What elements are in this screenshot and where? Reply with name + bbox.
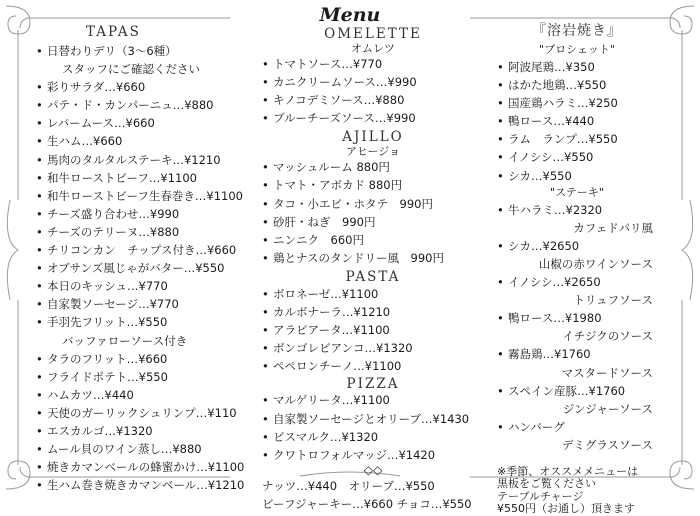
menu-item: • オブサンズ風じゃがバター…¥550 [36,259,254,277]
menu-item: • カルボナーラ…¥1210 [262,303,484,321]
note-line-4: ¥550円（お通し）頂きます [497,502,635,516]
menu-item: • レバームース…¥660 [36,114,254,132]
note [497,466,657,516]
tapas-list [36,42,254,494]
omelette-heading: OMELETTE [324,26,422,42]
pasta-heading: PASTA [345,268,401,285]
menu-item: • アラビアータ…¥1100 [262,321,484,339]
menu-item: • フライドポテト…¥550 [36,368,254,386]
menu-item: • トマトソース…¥770 [262,55,484,73]
menu-item: • ムール貝のワイン蒸し…¥880 [36,440,254,458]
note-line-3: テーブルチャージ [497,489,584,503]
menu-item: • 霧島鶏…¥1760 [497,345,657,363]
tapas-column [36,0,254,494]
menu-item: • シカ…¥550 [497,167,657,185]
menu-item: • 鴨ロース…¥440 [497,112,657,130]
menu-item: • タラのフリット…¥660 [36,350,254,368]
menu-item: • 国産鶏ハラミ…¥250 [497,94,657,112]
menu-item: • ラム ランプ…¥550 [497,130,657,148]
omelette-subtitle: オムレツ [351,42,395,55]
menu-item: • 砂肝・ねぎ 990円 [262,213,484,231]
menu-item: • 日替わりデリ（3〜6種） [36,42,254,60]
menu-item: • ニンニク 660円 [262,231,484,249]
menu-item: • トマト・アボカド 880円 [262,176,484,194]
menu-item: • ボロネーゼ…¥1100 [262,285,484,303]
ajillo-list [262,158,484,267]
menu-item: • 焼きカマンベールの蜂蜜かけ…¥1100 [36,458,254,476]
pasta-list [262,285,484,375]
menu-item: • マルゲリータ…¥1100 [262,391,484,409]
middle-column [262,0,484,513]
menu-item: • 手羽先フリット…¥550 [36,313,254,331]
menu-item-note: マスタードソース [561,365,653,380]
menu-item: • ブルーチーズソース…¥990 [262,109,484,127]
menu-item: • タコ・小エビ・ホタテ 990円 [262,195,484,213]
menu-item: • 和牛ローストビーフ生春巻き…¥1100 [36,187,254,205]
extras-line-1: ナッツ…¥440 オリーブ…¥550 [262,478,435,493]
yogan-column [497,0,657,516]
menu-item: • チーズ盛り合わせ…¥990 [36,205,254,223]
menu-item: • カニクリームソース…¥990 [262,73,484,91]
menu-item: • キノコデミソース…¥880 [262,91,484,109]
menu-item: • 和牛ローストビーフ…¥1100 [36,169,254,187]
steak-label: "ステーキ" [550,185,604,199]
menu-item: • 天使のガーリックシュリンプ…¥110 [36,404,254,422]
pizza-list [262,391,484,463]
menu-item: • ペペロンチーノ…¥1100 [262,357,484,375]
menu-item: • スペイン産豚…¥1760 [497,382,657,400]
menu-item: • クワトロフォルマッジ…¥1420 [262,446,484,464]
menu-item: • マッシュルーム 880円 [262,158,484,176]
menu-item-note: イチジクのソース [562,329,653,344]
menu-item: • イノシシ…¥2650 [497,273,657,291]
menu-item-note: スタッフにご確認ください [62,62,200,77]
menu-item-note: トリュフソース [573,293,653,308]
menu-item: • 阿波尾鶏…¥350 [497,58,657,76]
menu-item-note: 山椒の赤ワインソース [538,256,653,271]
menu-item-note: ジンジャーソース [562,401,653,416]
menu-item: • 本日のキッシュ…¥770 [36,277,254,295]
menu-item: • チリコンカン チップス付き…¥660 [36,241,254,259]
menu-item: • 生ハム巻き焼きカマンベール…¥1210 [36,476,254,494]
extras-line-2: ビーフジャーキー…¥660 チョコ…¥550 [262,496,472,511]
brochette-label: "ブロシェット" [539,43,615,56]
menu-item: • パテ・ド・カンパーニュ…¥880 [36,96,254,114]
steak-list [497,201,657,454]
yogan-heading: 『溶岩焼き』 [532,23,622,39]
menu-item: • チーズのテリーヌ…¥880 [36,223,254,241]
menu-item: • 自家製ソーセージ…¥770 [36,295,254,313]
menu-item: • ボンゴレビアンコ…¥1320 [262,339,484,357]
tapas-heading: TAPAS [86,24,141,40]
ajillo-heading: AJILLO [342,129,404,146]
menu-item: • 鴨ロース…¥1980 [497,309,657,327]
menu-item: • ハムカツ…¥440 [36,386,254,404]
menu-item: • 鶏とナスのタンドリー風 990円 [262,249,484,267]
menu-item: • 牛ハラミ…¥2320 [497,201,657,219]
menu-item-note: カフェドパリ風 [573,220,653,235]
brochette-list [497,58,657,185]
menu-item: • 自家製ソーセージとオリーブ…¥1430 [262,410,484,428]
menu-item-note: バッファローソース付き [62,333,188,348]
menu-item: • ビスマルク…¥1320 [262,428,484,446]
menu-item: • 生ハム…¥660 [36,132,254,150]
menu-item: • エスカルゴ…¥1320 [36,422,254,440]
menu-item-note: デミグラスソース [561,437,653,452]
menu-item: • 彩りサラダ…¥660 [36,78,254,96]
menu-item: • 馬肉のタルタルステーキ…¥1210 [36,151,254,169]
note-line-2: 黒板をご覧ください [497,477,596,491]
menu-item: • はかた地鶏…¥550 [497,76,657,94]
ajillo-subtitle: アヒージョ [345,145,401,159]
omelette-list [262,55,484,127]
pizza-heading: PIZZA [346,376,400,393]
menu-item: • シカ…¥2650 [497,237,657,255]
menu-item: • ハンバーグ [497,418,657,436]
menu-title: Menu [319,4,381,26]
diamond-divider: ◇◇ [363,462,383,477]
menu-item: • イノシシ…¥550 [497,148,657,166]
note-line-1: ※季節、オススメメニューは [497,464,639,478]
